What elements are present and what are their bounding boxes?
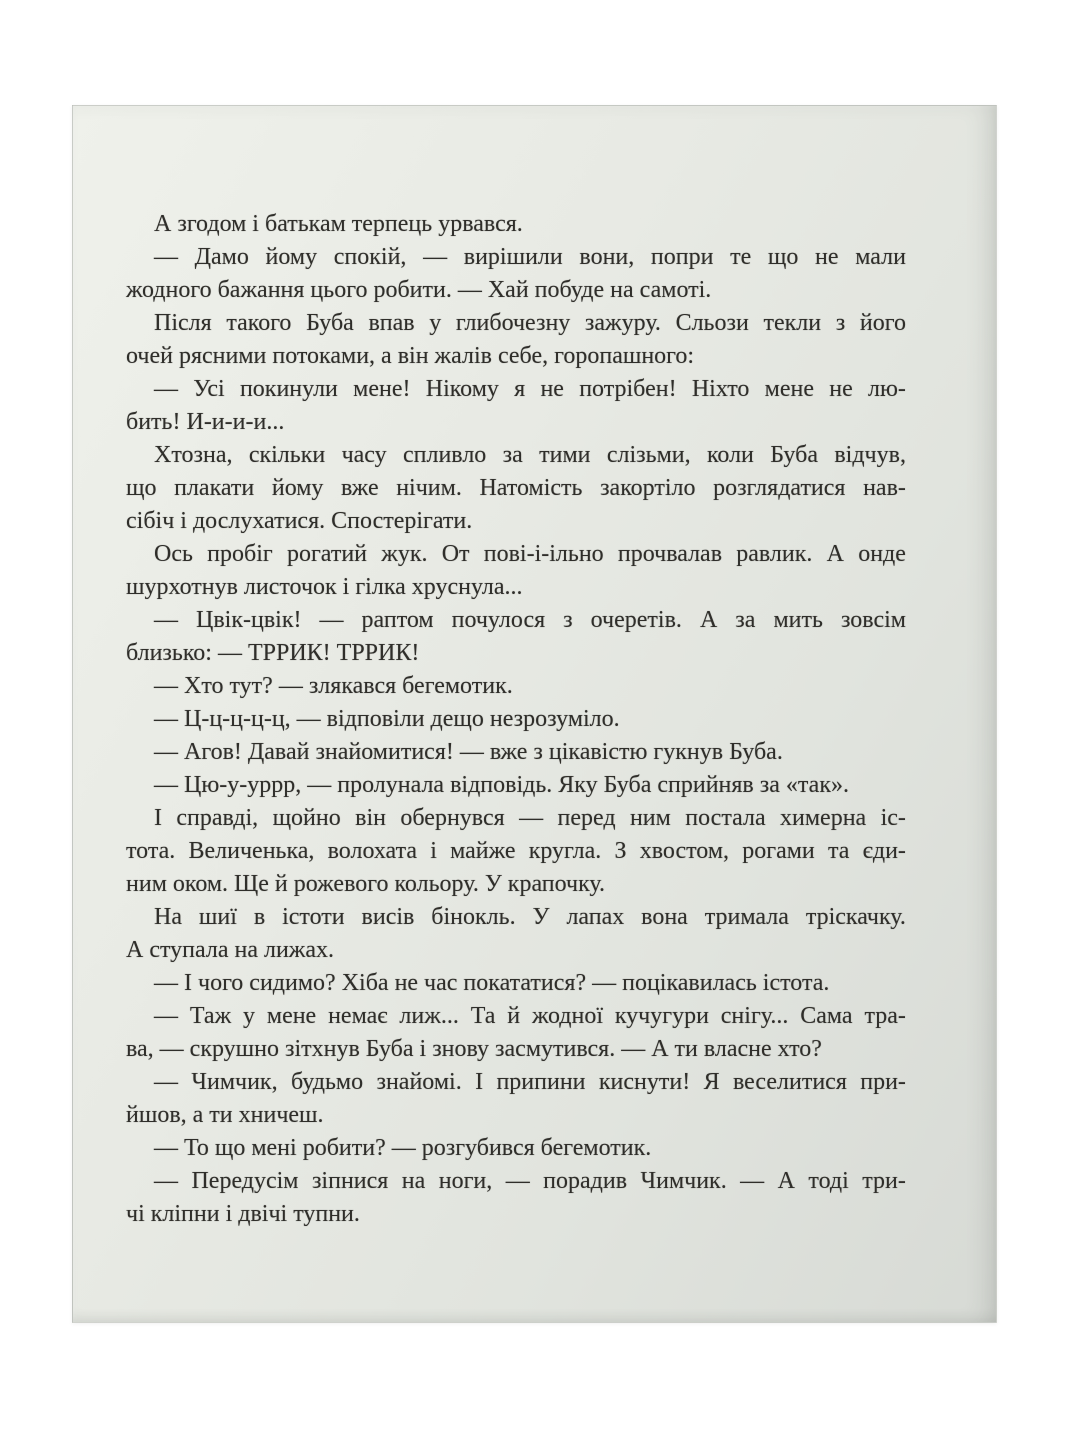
text-line: ва, — скрушно зітхнув Буба і знову засмутився. — А ти власне хто?: [126, 1036, 822, 1062]
word: снігу...: [720, 1003, 789, 1029]
word: такого: [226, 310, 292, 336]
paragraph: [126, 1165, 906, 1231]
text-line: [126, 835, 906, 868]
text-line: А згодом і батькам терпець урвався.: [154, 211, 523, 237]
paragraph: [126, 1132, 906, 1165]
word: плакати: [174, 475, 255, 501]
word: Величенька,: [188, 838, 315, 864]
word: іс-: [880, 805, 906, 831]
word: у: [243, 1003, 256, 1029]
word: З: [614, 838, 627, 864]
text-line: — Агов! Давай знайомитися! — вже з цікавістю гукнув Буба.: [154, 739, 783, 765]
word: скільки: [248, 442, 326, 468]
word: постала: [685, 805, 766, 831]
word: киснути!: [598, 1069, 691, 1095]
word: кучугури: [614, 1003, 709, 1029]
word: ним: [629, 805, 671, 831]
word: лиж...: [399, 1003, 459, 1029]
word: його: [859, 310, 906, 336]
word: припини: [496, 1069, 586, 1095]
word: тими: [539, 442, 591, 468]
word: равлик.: [736, 541, 813, 567]
word: Ось: [154, 541, 193, 567]
word: тра-: [864, 1003, 906, 1029]
word: —: [154, 1069, 178, 1095]
word: Цвік-цвік!: [196, 607, 302, 633]
word: Таж: [189, 1003, 232, 1029]
paragraph: [126, 967, 906, 1000]
word: От: [441, 541, 470, 567]
word: А: [699, 607, 718, 633]
paragraph: [126, 670, 906, 703]
word: —: [154, 607, 178, 633]
word: Та: [470, 1003, 496, 1029]
paragraph: [126, 604, 906, 670]
paragraph: [126, 208, 906, 241]
word: покинули: [239, 376, 338, 402]
word: нав-: [863, 475, 906, 501]
word: Дамо: [194, 244, 249, 270]
word: Сама: [800, 1003, 853, 1029]
paragraph: [126, 769, 906, 802]
word: почулося: [451, 607, 546, 633]
text-line: йшов, а ти хничеш.: [126, 1102, 324, 1128]
word: онде: [858, 541, 906, 567]
text-line: [126, 901, 906, 934]
word: у: [429, 310, 442, 336]
word: Сльози: [675, 310, 749, 336]
text-line: — І чого сидимо? Хіба не час покататися? — поцікавилась істота.: [154, 970, 830, 996]
text-line: [126, 472, 906, 505]
text-line: близько: — ТРРИК! ТРРИК!: [126, 640, 420, 666]
word: впав: [368, 310, 415, 336]
word: —: [740, 1168, 765, 1194]
word: —: [519, 805, 544, 831]
word: рогатий: [286, 541, 368, 567]
word: спливло: [402, 442, 487, 468]
word: що: [126, 475, 157, 501]
word: спокій,: [333, 244, 407, 270]
word: тріскачку.: [805, 904, 906, 930]
word: не: [829, 376, 853, 402]
word: пові-і-ільно: [483, 541, 604, 567]
word: кругла.: [528, 838, 602, 864]
word: з: [563, 607, 573, 633]
text-line: [126, 802, 906, 835]
word: Чимчик.: [640, 1168, 727, 1194]
word: лапах: [566, 904, 625, 930]
page-text: [126, 208, 906, 1231]
paragraph: [126, 901, 906, 967]
word: вони,: [579, 244, 635, 270]
word: тримала: [704, 904, 789, 930]
word: І: [475, 1069, 484, 1095]
word: очеретів.: [590, 607, 682, 633]
word: ноги,: [438, 1168, 493, 1194]
text-line: [126, 538, 906, 571]
word: жук.: [381, 541, 428, 567]
text-line: — Ц-ц-ц-ц-ц, — відповіли дещо незрозуміло.: [154, 706, 620, 732]
word: Після: [154, 310, 212, 336]
text-line: [126, 241, 906, 274]
paragraph: [126, 1066, 906, 1132]
word: що: [767, 244, 799, 270]
paragraph: [126, 736, 906, 769]
book-page: [72, 105, 997, 1323]
word: пробіг: [207, 541, 273, 567]
word: й: [507, 1003, 521, 1029]
text-line: [126, 1066, 906, 1099]
paragraph: [126, 373, 906, 439]
word: волохата: [327, 838, 418, 864]
text-line: [126, 604, 906, 637]
word: вона: [641, 904, 688, 930]
paragraph: [126, 802, 906, 901]
word: хвостом,: [639, 838, 730, 864]
word: —: [154, 1003, 178, 1029]
word: мене!: [353, 376, 411, 402]
word: зажуру.: [584, 310, 661, 336]
word: йому: [265, 244, 318, 270]
text-line: — Хто тут? — злякався бегемотик.: [154, 673, 513, 699]
word: в: [253, 904, 266, 930]
word: коли: [706, 442, 754, 468]
word: бінокль.: [431, 904, 516, 930]
word: І: [154, 805, 162, 831]
word: мить: [773, 607, 823, 633]
word: На: [154, 904, 182, 930]
word: Передусім: [191, 1168, 299, 1194]
word: раптом: [361, 607, 434, 633]
text-line: А ступала на лижах.: [126, 937, 335, 963]
word: при-: [860, 1069, 906, 1095]
text-line: шурхотнув листочок і гілка хруснула...: [126, 574, 523, 600]
word: немає: [328, 1003, 388, 1029]
word: часу: [341, 442, 387, 468]
word: лю-: [867, 376, 906, 402]
word: йому: [271, 475, 324, 501]
word: —: [319, 607, 344, 633]
word: вирішили: [463, 244, 563, 270]
text-line: [126, 307, 906, 340]
word: я: [514, 376, 526, 402]
text-line: очей рясними потоками, а він жалів себе, горопашного:: [126, 343, 695, 369]
word: справді,: [176, 805, 259, 831]
word: мене: [764, 376, 814, 402]
word: Буба: [306, 310, 354, 336]
word: не: [815, 244, 839, 270]
word: —: [423, 244, 448, 270]
paragraph: [126, 703, 906, 736]
paragraph: [126, 1000, 906, 1066]
word: те: [730, 244, 752, 270]
word: веселитися: [732, 1069, 847, 1095]
text-line: ним оком. Ще й рожевого кольору. У крапочку.: [126, 871, 606, 897]
word: і: [430, 838, 437, 864]
word: розглядатися: [713, 475, 846, 501]
word: Чимчик,: [191, 1069, 278, 1095]
text-line: бить! И-и-и-и...: [126, 409, 285, 435]
word: відчув,: [834, 442, 906, 468]
word: він: [355, 805, 386, 831]
word: знайомі.: [376, 1069, 462, 1095]
word: —: [505, 1168, 530, 1194]
text-line: [126, 1165, 906, 1198]
word: не: [540, 376, 564, 402]
text-line: [126, 1000, 906, 1033]
word: Я: [703, 1069, 720, 1095]
word: прочвалав: [617, 541, 723, 567]
word: зіпнися: [311, 1168, 389, 1194]
word: три-: [862, 1168, 906, 1194]
paragraph: [126, 439, 906, 538]
word: обернувся: [400, 805, 505, 831]
word: химерна: [780, 805, 867, 831]
word: щойно: [272, 805, 341, 831]
word: Нікому: [425, 376, 499, 402]
paragraph: [126, 307, 906, 373]
word: глибочезну: [455, 310, 571, 336]
text-line: [126, 439, 906, 472]
word: —: [154, 376, 178, 402]
text-line: — То що мені робити? — розгубився бегемотик.: [154, 1135, 652, 1161]
word: шиї: [198, 904, 237, 930]
word: нічим.: [396, 475, 462, 501]
word: А: [777, 1168, 795, 1194]
word: мали: [855, 244, 906, 270]
word: будьмо: [290, 1069, 364, 1095]
word: Буба: [770, 442, 818, 468]
word: Ніхто: [691, 376, 750, 402]
word: потрібен!: [579, 376, 677, 402]
word: слізьми,: [606, 442, 691, 468]
text-line: — Цю-у-уррр, — пролунала відповідь. Яку Буба сприйняв за «так».: [154, 772, 849, 798]
word: А: [826, 541, 844, 567]
word: —: [154, 244, 178, 270]
text-line: чі кліпни і двічі тупни.: [126, 1201, 360, 1227]
paragraph: [126, 241, 906, 307]
word: зовсім: [840, 607, 906, 633]
word: тоді: [808, 1168, 849, 1194]
word: жодної: [531, 1003, 603, 1029]
text-line: [126, 373, 906, 406]
text-line: жодного бажання цього робити. — Хай побуде на самоті.: [126, 277, 712, 303]
word: Натомість: [479, 475, 583, 501]
word: перед: [557, 805, 616, 831]
word: на: [401, 1168, 426, 1194]
word: за: [502, 442, 523, 468]
word: закортіло: [600, 475, 696, 501]
word: порадив: [543, 1168, 628, 1194]
word: Усі: [193, 376, 225, 402]
word: —: [154, 1168, 178, 1194]
word: мене: [266, 1003, 317, 1029]
word: істоти: [282, 904, 345, 930]
word: текли: [763, 310, 822, 336]
word: висів: [361, 904, 415, 930]
word: майже: [450, 838, 516, 864]
word: з: [835, 310, 846, 336]
word: Хтозна,: [154, 442, 233, 468]
text-line: сібіч і дослухатися. Спостерігати.: [126, 508, 473, 534]
word: за: [735, 607, 756, 633]
word: рогами: [742, 838, 815, 864]
word: єди-: [862, 838, 906, 864]
word: вже: [341, 475, 379, 501]
word: тота.: [126, 838, 176, 864]
paragraph: [126, 538, 906, 604]
word: попри: [650, 244, 714, 270]
word: та: [827, 838, 850, 864]
word: У: [532, 904, 550, 930]
